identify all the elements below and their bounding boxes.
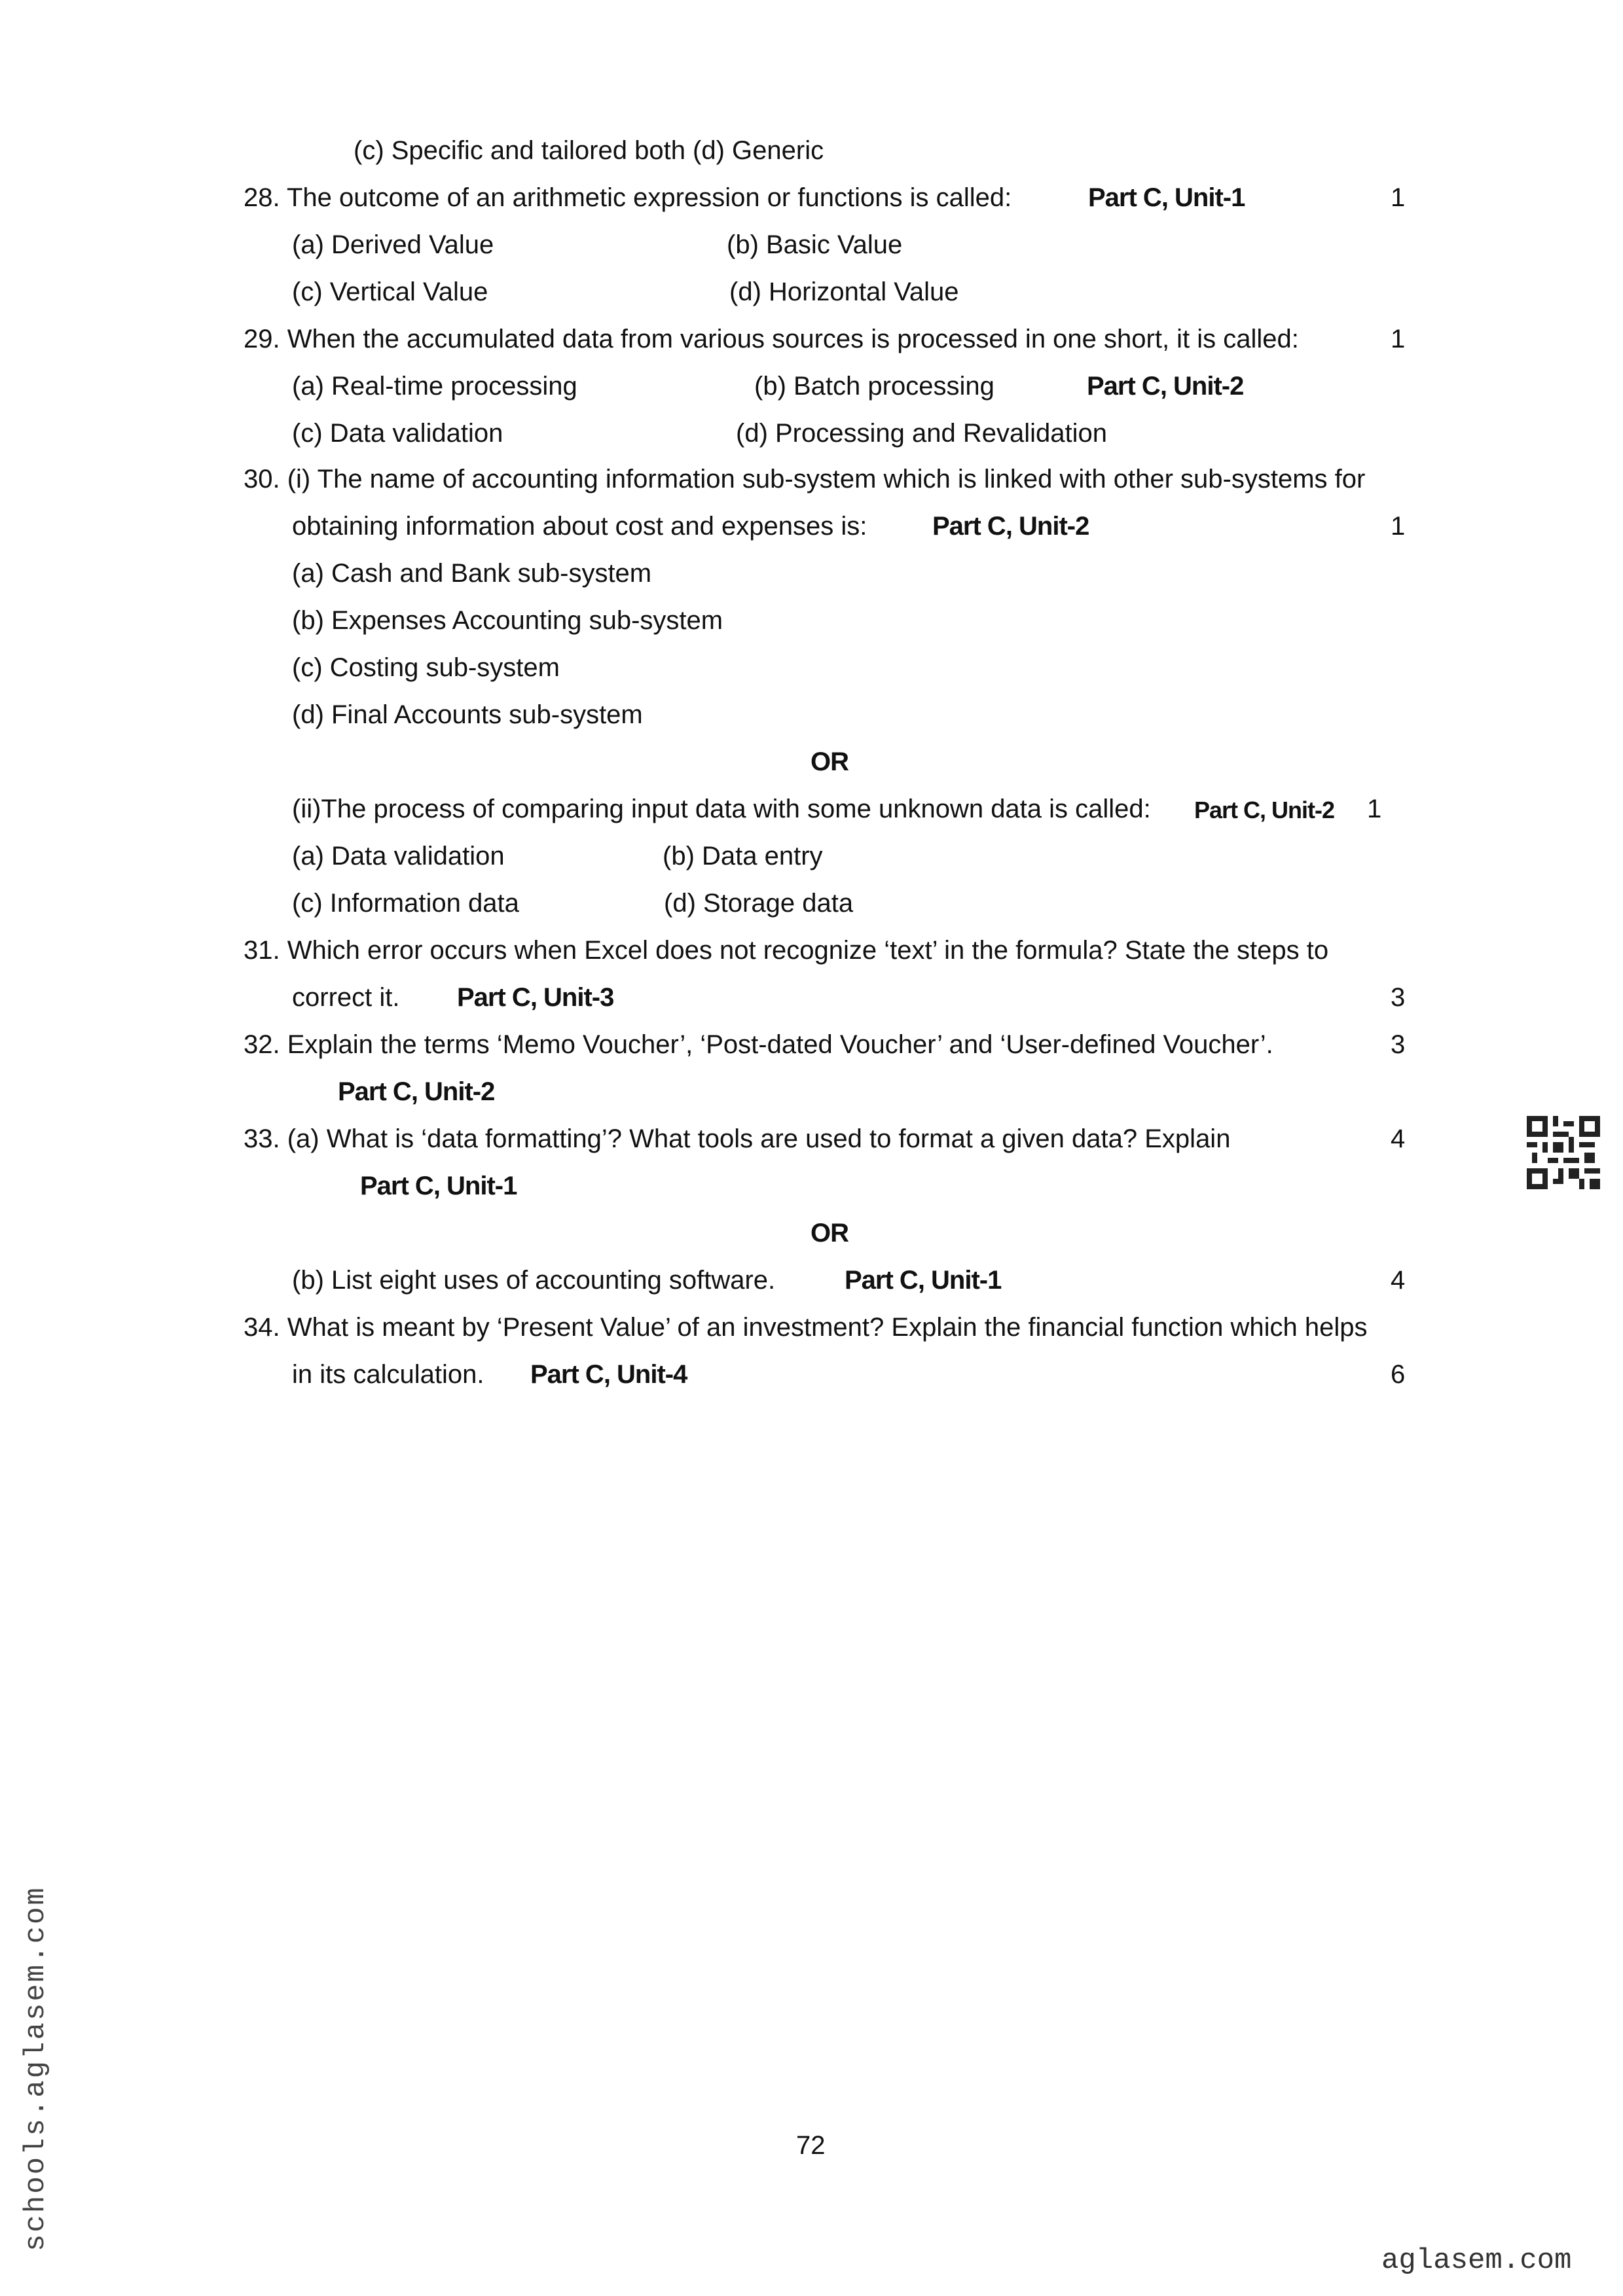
q30-marks: 1	[1391, 512, 1406, 541]
q29-option-d: (d) Processing and Revalidation	[736, 419, 1107, 448]
q34-marks: 6	[1391, 1360, 1406, 1389]
page-number: 72	[796, 2131, 826, 2160]
q29-option-a: (a) Real-time processing	[292, 372, 577, 401]
q29-option-c: (c) Data validation	[292, 419, 503, 448]
q28-marks: 1	[1391, 183, 1406, 212]
q34-tag: Part C, Unit-4	[530, 1360, 687, 1389]
q28-text: 28. The outcome of an arithmetic expression or functions is called:	[244, 183, 1012, 212]
site-watermark: aglasem.com	[1381, 2244, 1572, 2277]
q30-line-1: 30. (i) The name of accounting information sub-system which is linked with other sub-systems for	[244, 465, 1366, 493]
q31-line-1: 31. Which error occurs when Excel does not recognize ‘text’ in the formula? State the steps to	[244, 936, 1329, 965]
q31-marks: 3	[1391, 983, 1406, 1012]
q32-tag: Part C, Unit-2	[338, 1077, 495, 1106]
q28-option-d: (d) Horizontal Value	[729, 278, 959, 306]
q33b-text: (b) List eight uses of accounting software.	[292, 1266, 776, 1295]
q29-tag: Part C, Unit-2	[1087, 372, 1244, 401]
q28-tag: Part C, Unit-1	[1088, 183, 1245, 212]
q33b-marks: 4	[1391, 1266, 1406, 1295]
q33-text: 33. (a) What is ‘data formatting’? What tools are used to format a given data? Explain	[244, 1124, 1231, 1153]
q30ii-option-a: (a) Data validation	[292, 842, 505, 870]
q32-marks: 3	[1391, 1030, 1406, 1059]
q29-marks: 1	[1391, 325, 1406, 353]
or-divider-1: OR	[811, 747, 848, 776]
q31-line-2: correct it.	[292, 983, 400, 1012]
q28-option-c: (c) Vertical Value	[292, 278, 488, 306]
q30ii-text: (ii)The process of comparing input data with some unknown data is called:	[292, 795, 1151, 823]
q31-tag: Part C, Unit-3	[457, 983, 614, 1012]
q33-marks: 4	[1391, 1124, 1406, 1153]
q30ii-option-d: (d) Storage data	[664, 889, 854, 918]
q29-option-b: (b) Batch processing	[754, 372, 994, 401]
q28-option-b: (b) Basic Value	[727, 230, 903, 259]
q29-text: 29. When the accumulated data from various sources is processed in one short, it is called:	[244, 325, 1299, 353]
q30-option-c: (c) Costing sub-system	[292, 653, 560, 682]
q30-option-a: (a) Cash and Bank sub-system	[292, 559, 652, 588]
q27-options-cd: (c) Specific and tailored both (d) Generic	[354, 136, 824, 165]
q33-tag: Part C, Unit-1	[360, 1172, 517, 1200]
q34-line-2: in its calculation.	[292, 1360, 484, 1389]
q32-text: 32. Explain the terms ‘Memo Voucher’, ‘Post-dated Voucher’ and ‘User-defined Voucher’.	[244, 1030, 1273, 1059]
q33b-tag: Part C, Unit-1	[845, 1266, 1002, 1295]
side-watermark: schools.aglasem.com	[20, 1886, 52, 2251]
q30ii-marks: 1	[1367, 795, 1382, 823]
q30-option-b: (b) Expenses Accounting sub-system	[292, 606, 723, 635]
q30ii-option-b: (b) Data entry	[663, 842, 823, 870]
q34-line-1: 34. What is meant by ‘Present Value’ of an investment? Explain the financial function which helps	[244, 1313, 1368, 1342]
or-divider-2: OR	[811, 1219, 848, 1247]
q30ii-option-c: (c) Information data	[292, 889, 519, 918]
q30ii-tag: Part C, Unit-2	[1194, 797, 1335, 823]
qr-code-icon	[1527, 1116, 1600, 1189]
q30-line-2: obtaining information about cost and expenses is:	[292, 512, 867, 541]
q30-tag: Part C, Unit-2	[932, 512, 1089, 541]
q30-option-d: (d) Final Accounts sub-system	[292, 700, 643, 729]
q28-option-a: (a) Derived Value	[292, 230, 494, 259]
